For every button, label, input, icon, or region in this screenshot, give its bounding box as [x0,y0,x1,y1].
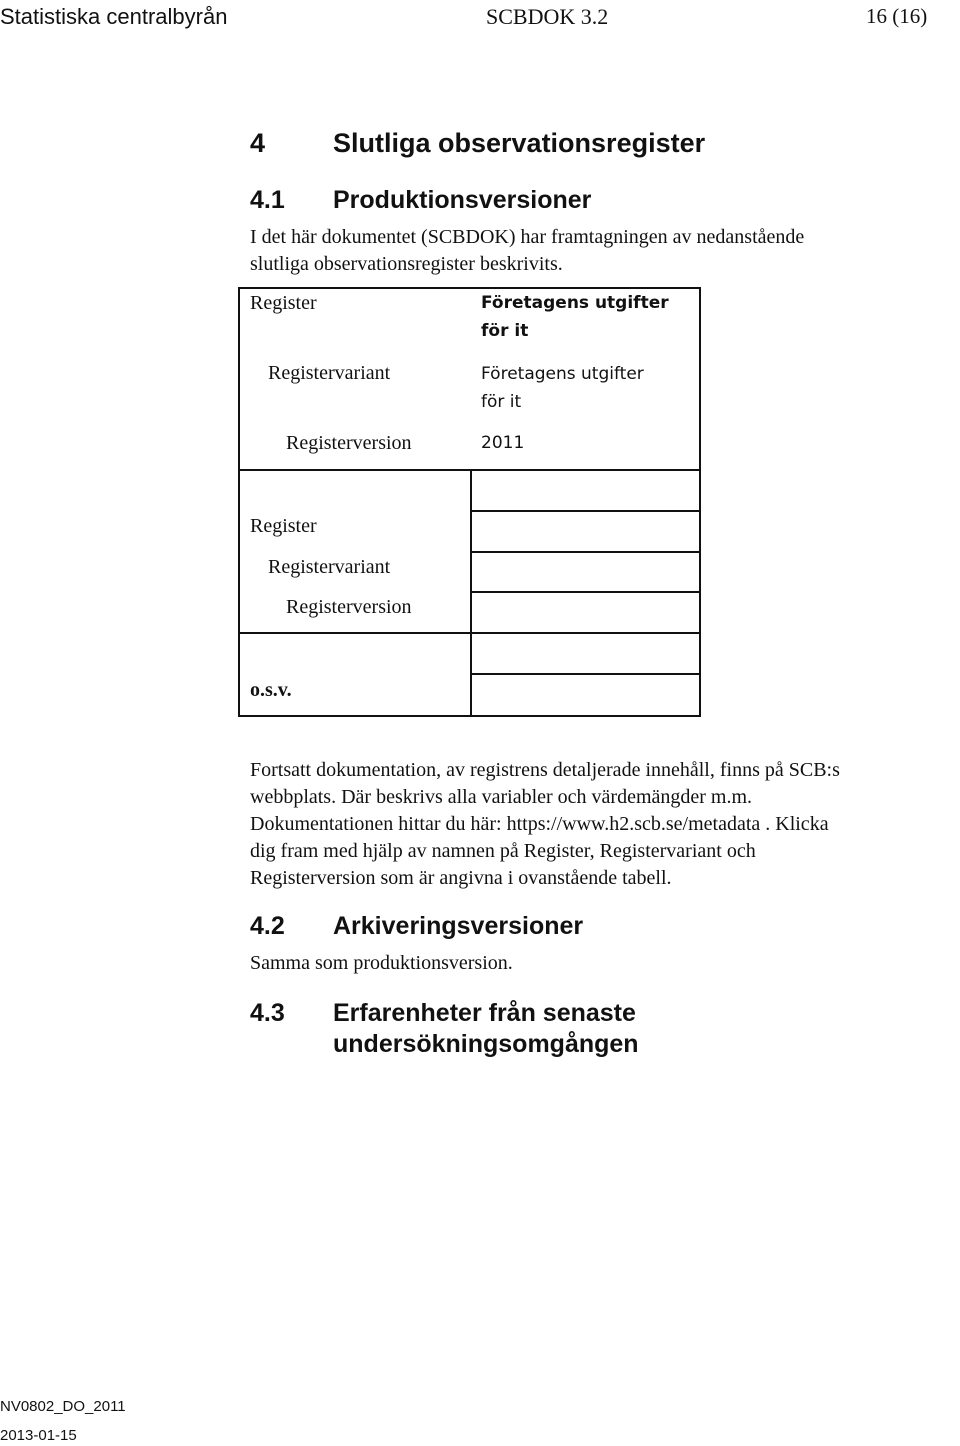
table-row-divider [470,510,701,512]
table-column-divider [470,469,472,717]
register-label-2: Register [250,515,317,537]
table-row-divider [470,673,701,675]
header-org: Statistiska centralbyrån [0,4,228,29]
section-4-1-title: Produktionsversioner [333,186,592,214]
variant-label: Registervariant [268,362,391,384]
continued-line-5: Registerversion som är angivna i ovanstående tabell. [250,867,672,889]
continued-line-3: Dokumentationen hittar du här: https://www.h2.scb.se/metadata . Klicka [250,813,829,835]
continued-line-1: Fortsatt dokumentation, av registrens detaljerade innehåll, finns på SCB:s [250,759,840,781]
etc-label: o.s.v. [250,679,292,701]
section-4-2-number: 4.2 [250,912,285,940]
section-4-3-title-line-2: undersökningsomgången [333,1030,639,1058]
footer-doc-code: NV0802_DO_2011 [0,1398,126,1415]
version-label: Registerversion [286,432,412,454]
section-4-1-number: 4.1 [250,186,285,214]
section-4-3-title-line-1: Erfarenheter från senaste [333,999,636,1027]
variant-label-2: Registervariant [268,556,391,578]
intro-line-1: I det här dokumentet (SCBDOK) har framtagningen av nedanstående [250,226,805,248]
header-doc-id: SCBDOK 3.2 [486,4,609,29]
variant-value-line-2: för it [481,392,522,412]
table-row-divider [470,591,701,593]
register-value-line-1: Företagens utgifter [481,293,669,313]
intro-line-2: slutliga observationsregister beskrivits. [250,253,563,275]
header-page-number: 16 (16) [866,4,928,28]
version-label-2: Registerversion [286,596,412,618]
section-4-2-title: Arkiveringsversioner [333,912,584,940]
section-4-title: Slutliga observationsregister [333,128,706,158]
register-label: Register [250,292,317,314]
register-value-line-2: för it [481,321,529,341]
section-4-2-text: Samma som produktionsversion. [250,952,513,974]
footer-date: 2013-01-15 [0,1427,77,1444]
version-value: 2011 [481,433,525,453]
section-4-number: 4 [250,128,266,158]
continued-line-2: webbplats. Där beskrivs alla variabler och värdemängder m.m. [250,786,753,808]
table-row-divider [470,551,701,553]
continued-line-4: dig fram med hjälp av namnen på Register, Registervariant och [250,840,756,862]
variant-value-line-1: Företagens utgifter [481,364,644,384]
section-4-3-number: 4.3 [250,999,285,1027]
